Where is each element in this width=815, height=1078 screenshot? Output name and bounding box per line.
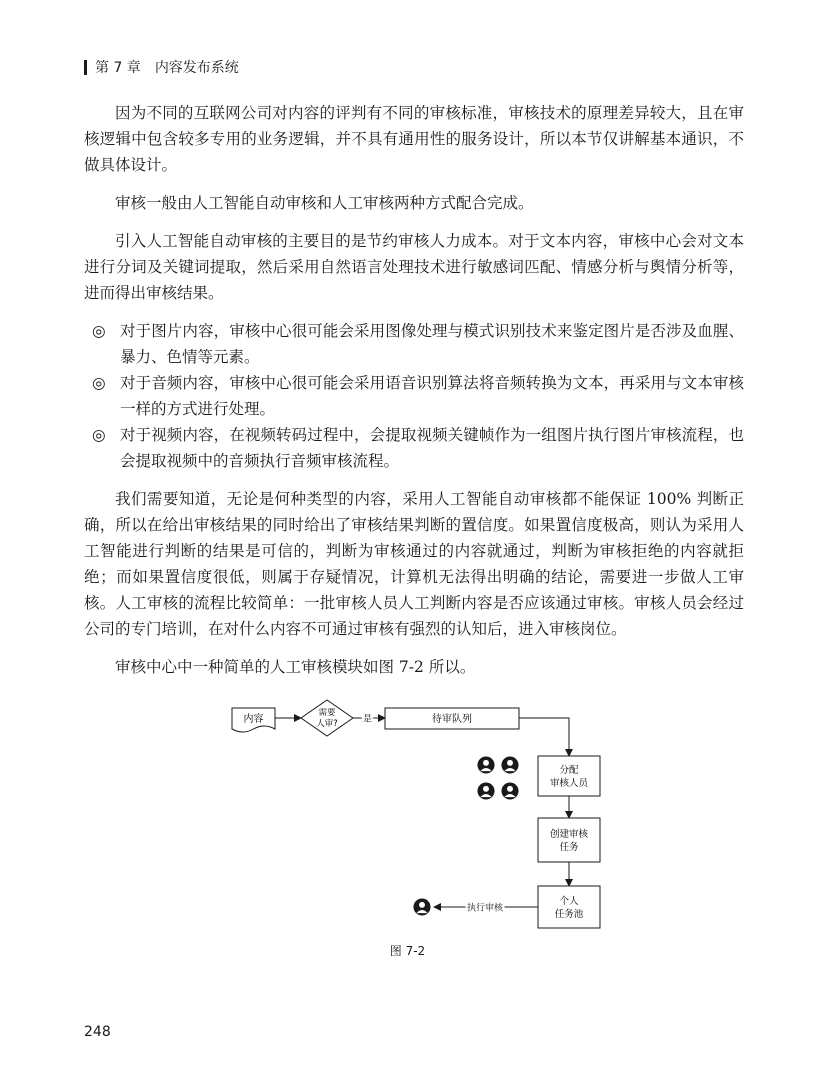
pool-label-line2: 任务池 bbox=[554, 909, 584, 920]
bullet-icon: ◎ bbox=[92, 426, 106, 444]
running-header bbox=[84, 56, 239, 78]
flow-arrow bbox=[519, 718, 569, 756]
bullet-item bbox=[84, 370, 744, 422]
paragraph: 审核一般由人工智能自动审核和人工审核两种方式配合完成。 bbox=[115, 194, 534, 212]
bullet-icon: ◎ bbox=[92, 374, 106, 392]
create-label-line2: 任务 bbox=[559, 842, 579, 853]
paragraph: 因为不同的互联网公司对内容的评判有不同的审核标准，审核技术的原理差异较大，且在审核逻辑中包含较多专用的业务逻辑，并不具有通用性的服务设计，所以本节仅讲解基本通识，不做具体设计。 bbox=[84, 104, 744, 174]
bullet-item bbox=[84, 422, 744, 474]
bullet-text: 对于音频内容，审核中心很可能会采用语音识别算法将音频转换为文本，再采用与文本审核一样的方式进行处理。 bbox=[120, 374, 744, 418]
reviewer-icon bbox=[501, 782, 518, 799]
review-decision-diamond bbox=[301, 700, 353, 736]
content-label: 内容 bbox=[243, 714, 264, 725]
chapter-title: 内容发布系统 bbox=[154, 60, 239, 76]
reviewer-icon bbox=[413, 898, 430, 915]
page-number: 248 bbox=[84, 1024, 111, 1040]
queue-label: 待审队列 bbox=[432, 714, 472, 725]
header-bar bbox=[84, 60, 87, 75]
assign-label-line2: 审核人员 bbox=[549, 778, 589, 789]
pool-label-line1: 个人 bbox=[559, 896, 579, 907]
bullet-text: 对于视频内容，在视频转码过程中，会提取视频关键帧作为一组图片执行图片审核流程，也会提取视频中的音频执行音频审核流程。 bbox=[120, 426, 744, 470]
body-text bbox=[84, 100, 744, 692]
chapter-number: 第 7 章 bbox=[95, 60, 141, 76]
review-flow-diagram bbox=[225, 696, 645, 936]
yes-label: 是 bbox=[363, 714, 373, 725]
create-task-box bbox=[538, 818, 600, 862]
paragraph: 引入人工智能自动审核的主要目的是节约审核人力成本。对于文本内容，审核中心会对文本进行分词及关键词提取，然后采用自然语言处理技术进行敏感词匹配、情感分析与舆情分析等，进而得出审核结果。 bbox=[84, 232, 744, 302]
bullet-item bbox=[84, 318, 744, 370]
bullet-list bbox=[84, 318, 744, 474]
figure-caption: 图 7-2 bbox=[389, 944, 426, 958]
bullet-icon: ◎ bbox=[92, 322, 106, 340]
execute-review-label: 执行审核 bbox=[466, 903, 504, 914]
bullet-text: 对于图片内容，审核中心很可能会采用图像处理与模式识别技术来鉴定图片是否涉及血腥、暴力、色情等元素。 bbox=[120, 322, 744, 366]
reviewer-icon bbox=[501, 756, 518, 773]
create-label-line1: 创建审核 bbox=[549, 829, 589, 840]
assign-label-line1: 分配 bbox=[559, 765, 579, 776]
decision-label-line2: 人审? bbox=[316, 719, 338, 729]
personal-task-pool-box bbox=[538, 886, 600, 928]
reviewer-icon bbox=[477, 756, 494, 773]
reviewer-icon bbox=[477, 782, 494, 799]
decision-label-line1: 需要 bbox=[318, 708, 336, 718]
paragraph: 审核中心中一种简单的人工审核模块如图 7-2 所以。 bbox=[115, 658, 476, 676]
assign-reviewers-box bbox=[538, 756, 600, 796]
paragraph: 我们需要知道，无论是何种类型的内容，采用人工智能自动审核都不能保证 100% 判断正确，所以在给出审核结果的同时给出了审核结果判断的置信度。如果置信度极高，则认为采用人工智能进行判断的结果是可信的，判断为审核通过的内容就通过，判断为审核拒绝的内容就拒绝；而如果置信度很低，则属于存疑情况，计算机无法得出明确的结论，需要进一步做人工审核。人工审核的流程比较简单：一批审核人员人工判断内容是否应该通过审核。审核人员会经过公司的专门培训，在对什么内容不可通过审核有强烈的认知后，进入审核岗位。 bbox=[84, 490, 744, 638]
